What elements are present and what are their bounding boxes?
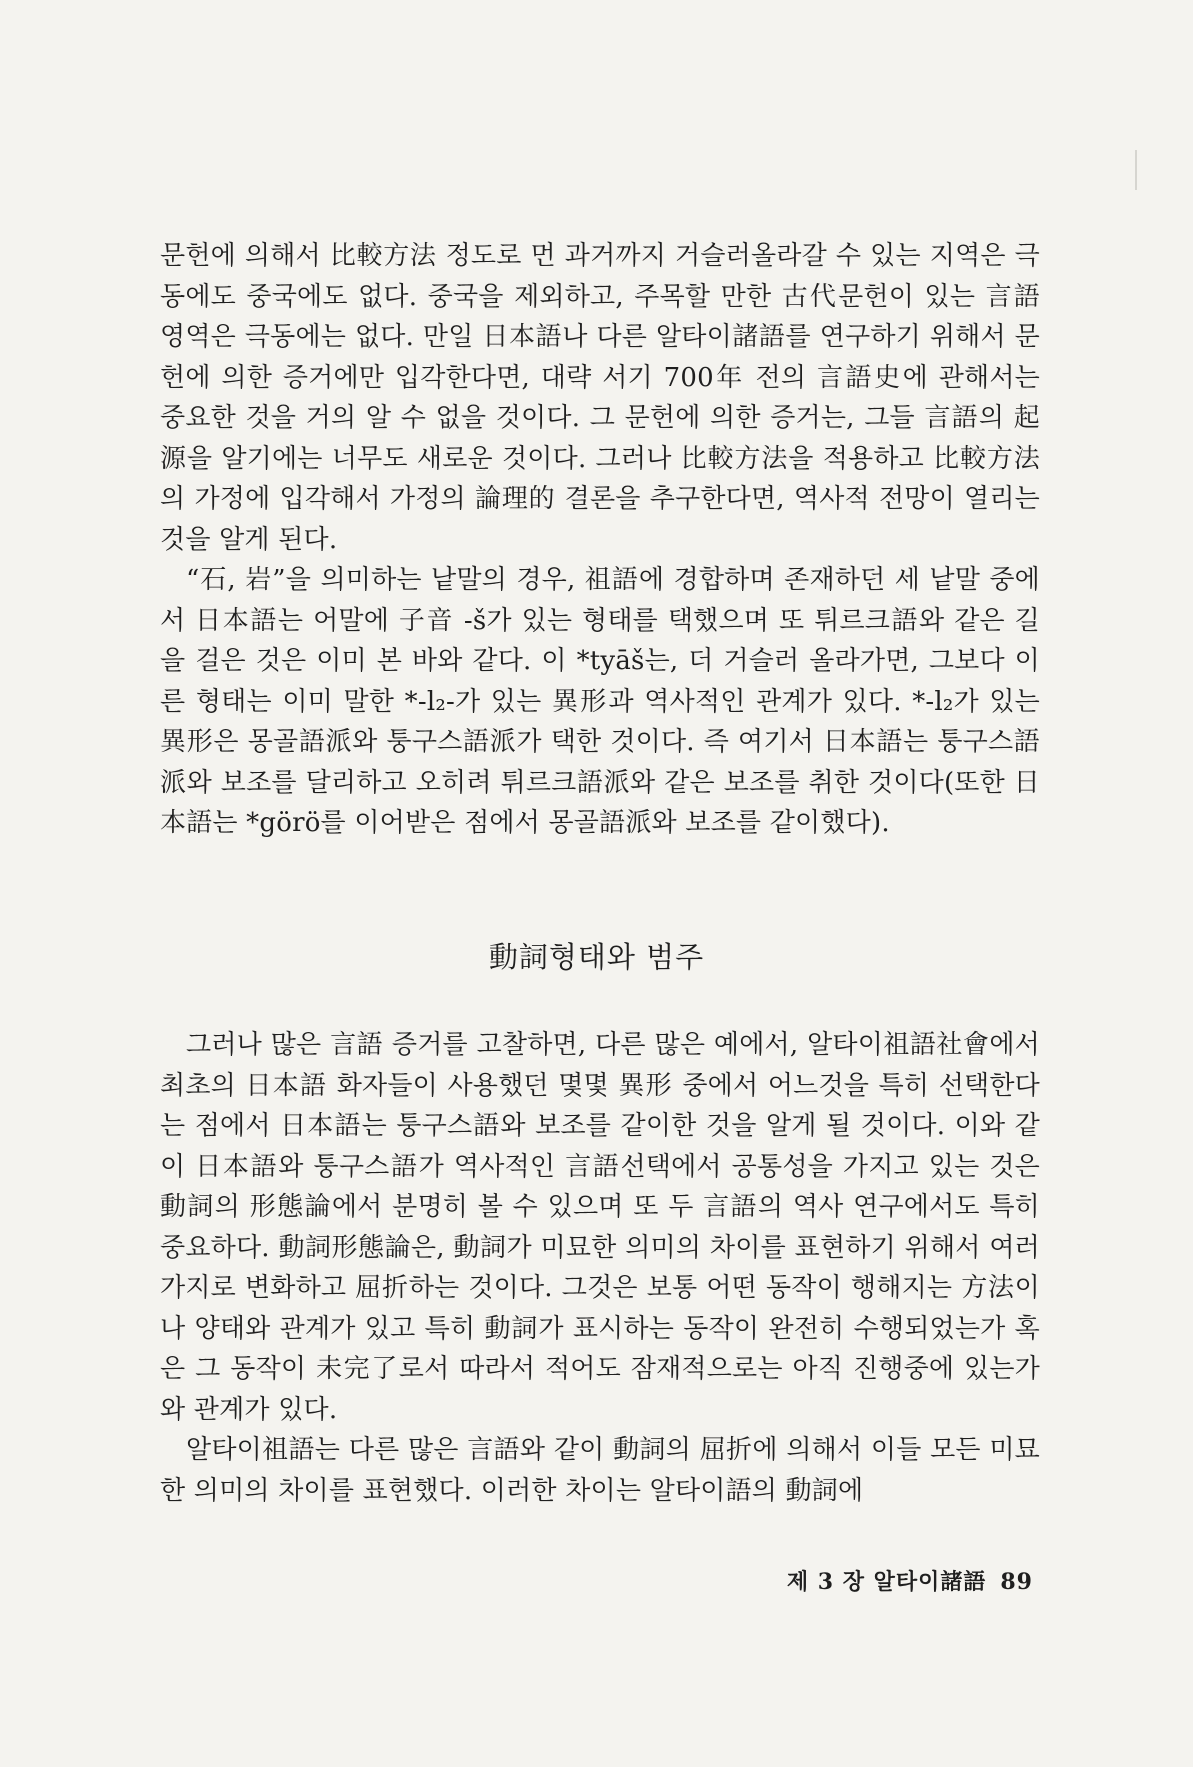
paragraph-1: 문헌에 의해서 比較方法 정도로 먼 과거까지 거슬러올라갈 수 있는 지역은 극동에도 중국에도 없다. 중국을 제외하고, 주목할 만한 古代문헌이 있는 言語영역은 극동에는 없다. 만일 日本語나 다른 알타이諸語를 연구하기 위해서 문헌에 의한 증거에만 입각한다면, 대략 서기 700年 전의 言語史에 관해서는 중요한 것을 거의 알 수 없을 것이다. 그 문헌에 의한 증거는, 그들 言語의 起源을 알기에는 너무도 새로운 것이다. 그러나 比較方法을 적용하고 比較方法의 가정에 입각해서 가정의 論理的 결론을 추구한다면, 역사적 전망이 열리는 것을 알게 된다. — [160, 241, 1040, 555]
section-heading: 動詞형태와 범주 — [488, 940, 705, 974]
paragraph-2: “石, 岩”을 의미하는 낱말의 경우, 祖語에 경합하며 존재하던 세 낱말 중에서 日本語는 어말에 子音 -š가 있는 형태를 택했으며 또 튀르크語와 같은 길을 걸은 것은 이미 본 바와 같다. 이 *tyāš는, 더 거슬러 올라가면, 그보다 이른 형태는 이미 말한 *-l₂-가 있는 異形과 역사적인 관계가 있다. *-l₂가 있는 異形은 몽골語派와 퉁구스語派가 택한 것이다. 즉 여기서 日本語는 퉁구스語派와 보조를 달리하고 오히려 튀르크語派와 같은 보조를 취한 것이다(또한 日本語는 *görö를 이어받은 점에서 몽골語派와 보조를 같이했다). — [160, 565, 1040, 838]
paragraph-3: 그러나 많은 言語 증거를 고찰하면, 다른 많은 예에서, 알타이祖語社會에서 최초의 日本語 화자들이 사용했던 몇몇 異形 중에서 어느것을 특히 선택한다는 점에서 日本語는 퉁구스語와 보조를 같이한 것을 알게 될 것이다. 이와 같이 日本語와 퉁구스語가 역사적인 言語선택에서 공통성을 가지고 있는 것은 動詞의 形態論에서 분명히 볼 수 있으며 또 두 言語의 역사 연구에서도 특히 중요하다. 動詞形態論은, 動詞가 미묘한 의미의 차이를 표현하기 위해서 여러 가지로 변화하고 屈折하는 것이다. 그것은 보통 어떤 동작이 행해지는 方法이나 양태와 관계가 있고 특히 動詞가 표시하는 동작이 완전히 수행되었는가 혹은 그 동작이 未完了로서 따라서 적어도 잠재적으로는 아직 진행중에 있는가와 관계가 있다. — [160, 1030, 1040, 1425]
section-1-body — [160, 236, 1040, 844]
section-2-body — [160, 1025, 1040, 1511]
paragraph-4: 알타이祖語는 다른 많은 言語와 같이 動詞의 屈折에 의해서 이들 모든 미묘한 의미의 차이를 표현했다. 이러한 차이는 알타이語의 動詞에 — [160, 1435, 1040, 1506]
scan-edge-mark — [1135, 150, 1137, 190]
chapter-title: 제 3 장 알타이諸語 — [786, 1569, 987, 1595]
page-number: 89 — [1000, 1569, 1033, 1595]
page-footer — [787, 1565, 1033, 1596]
